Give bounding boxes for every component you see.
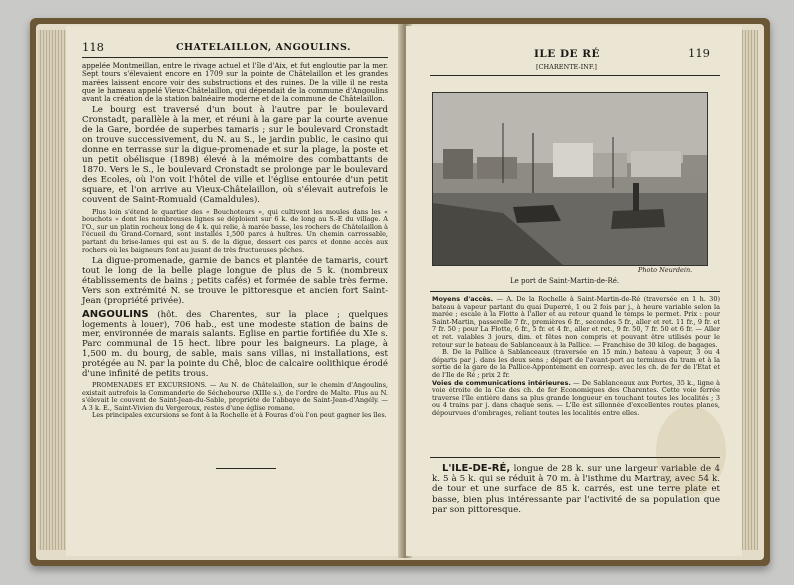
right-text-column (432, 296, 720, 418)
header-rule (82, 57, 388, 58)
harbor-illustration (433, 93, 707, 265)
photo-credit: Photo Neurdein. (638, 266, 693, 274)
right-header-rule (430, 75, 720, 76)
angoulins-heading: ANGOULINS (82, 308, 149, 320)
photo-caption: Le port de Saint-Martin-de-Ré. (510, 277, 620, 285)
page-stain (656, 406, 726, 496)
paragraph-excursions: — Au N. de Châtelaillon, sur le chemin d'Angoulins, existait autrefois la Commanderie de Séchebourse (XIIIe s.), de l'ordre de Malte. Plus au N. s'élevait le couvent de Saint-Jean-du-Sable, propriété de l'abbaye de Saint-Jean-d'Angély. — A 3 k. E., Saint-Vivien du Vergeroux, restes d'une église romane. (82, 380, 388, 412)
voies-heading: Voies de communications intérieures. (432, 378, 571, 387)
access-route-b: B. De la Pallice à Sablanceaux (traversée en 15 min.) bateau à vapeur, 3 ou 4 départs par j. dans les deux sens ; départ de l'avant-port au terminus du tram et à la sortie de la gare de la Pallice-Appontement en corresp. avec les ch. de fer de l'Etat et de l'Ile de Ré ; prix 2 fr. (432, 348, 720, 379)
ile-text: longue de 28 k. sur une largeur variable de 4 k. 5 à 5 k. qui se réduit à 70 m. à l'isthme du Martray, avec 54 k. de tour et une surface de 85 k. carrés, est une terre plate et basse, bien plus intéressante par l'activité de sa population que par son pittoresque. (432, 464, 721, 515)
paragraph-principales: Les principales excursions se font à la Rochelle et à Fouras d'où l'on peut gagner les îles. (92, 411, 387, 420)
right-page (406, 26, 742, 556)
right-subheader: [CHARENTE-INF.] (536, 63, 597, 71)
left-running-header: CHATELAILLON, ANGOULINS. (176, 42, 351, 53)
voies-text: — De Sablanceaux aux Portes, 35 k., ligne à voie étroite de la Cie des ch. de fer Economiques des Charentes. Cette voie ferrée traverse l'île entière dans sa plus grande longueur en touchant toutes les localités ; 3 ou 4 trains par j. dans chaque sens. — L'île est sillonnée d'excellentes routes planes, dépourvues d'ombrages, reliant toutes les localités entre elles. (432, 378, 720, 417)
ile-heading: L'ILE-DE-RÉ, (442, 463, 511, 474)
paragraph-bourg: Le bourg est traversé d'un bout à l'autre par le boulevard Cronstadt, parallèle à la mer, et réuni à la gare par la courte avenue de la Gare, bordée de superbes tamaris ; sur le boulevard Cronstadt on trouve successivement, du N. au S., le jardin public, le casino qui donne en terrasse sur la digue-promenade et sur la plage, la poste et un petit obélisque (1898) élevé à la mémoire des combattants de 1870. Vers le S., le boulevard Cronstadt se prolonge par le boulevard des Ecoles, où l'on voit l'hôtel de ville et l'église entourée d'un petit square, et l'on arrive au Vieux-Châtelaillon, où s'élevait autrefois le couvent de Saint-Romuald (Camaldules). (82, 105, 388, 205)
harbor-photo (432, 92, 708, 266)
caption-rule (430, 291, 720, 292)
left-page (66, 26, 402, 556)
end-rule (216, 468, 276, 469)
page-stack-right (742, 30, 758, 550)
access-heading: Moyens d'accès. (432, 295, 494, 303)
paragraph-digue: La digue-promenade, garnie de bancs et plantée de tamaris, court tout le long de la belle plage longue de plus de 5 k. (nombreux établissements de bains ; petits cafés) et formée de sable très ferme. Vers son extrémité N. se trouve le pittoresque et ancien fort Saint-Jean (propriété privée). (82, 256, 388, 306)
excursions-heading: PROMENADES ET EXCURSIONS. (92, 380, 207, 389)
left-page-number: 118 (82, 40, 104, 54)
left-text-column (82, 62, 388, 420)
right-page-number: 119 (688, 46, 710, 60)
paragraph-chatelaillon-history: appelée Montmeillan, entre le rivage actuel et l'île d'Aix, et fut engloutie par la mer. Sept tours s'élevaient encore en 1709 sur la pointe de Châtelaillon et les grandes marées laissent encore voir des substructions et des ruines. De la ville il ne resta que le hameau appelé Vieux-Châtelaillon, qui dépendait de la commune d'Angoulins avant la création de la station balnéaire moderne et de la commune de Châtelaillon. (82, 61, 388, 104)
paragraph-angoulins: (hôt. des Charentes, sur la place ; quelques logements à louer), 706 hab., est une modeste station de bains de mer, environnée de marais salants. Eglise en partie fortifiée du XIe s. Parc communal de 15 hect. libre pour les baigneurs. La plage, à 1,500 m. du bourg, de sable, mais sans villas, ni installations, est protégée au N. par la pointe du Chê, bloc de calcaire oolithique érodé d'une infinité de petits trous. (82, 309, 388, 380)
right-running-header: ILE DE RÉ (534, 48, 600, 60)
page-stack-left (38, 30, 66, 550)
access-route-a: — A. De la Rochelle à Saint-Martin-de-Ré (traversée en 1 h. 30) bateau à vapeur partant du quai Duperré, 1 ou 2 fois par j., à heure variable selon la marée ; escale à la Flotte à l'aller et au retour quand le temps le permet. Prix : pour Saint-Martin, passerelle 7 fr., premières 6 fr., secondes 5 fr., aller et ret. 11 fr., 9 fr. et 7 fr. 50 ; pour La Flotte, 6 fr., 5 fr. et 4 fr., aller et ret., 9 fr. 50, 7 fr. 50 et 6 fr. — Aller et ret. valables 3 jours, dim. et fêtes non compris et pouvant être utilisés pour le retour sur le bateau de Sablanceaux à la Pallice. — Franchise de 30 kilog. de bagages. (432, 295, 720, 349)
paragraph-bouchoteurs: Plus loin s'étend le quartier des « Bouchoteurs », qui cultivent les moules dans les « bouchots » dont les nombreuses lignes se déploient sur 6 k. de long au S.-E du village. A l'O., sur un platin rocheux long de 4 k. qui relie, à marée basse, les rochers de Châtelaillon à l'écueil du Grand-Cornard, sont installés 1,500 parcs à huîtres. Un chemin carrossable, partant du brise-lames qui est au S. de la digue, dessert ces parcs et donne accès aux rochers où les baigneurs font au jusant de très fructueuses pêches. (82, 207, 389, 254)
